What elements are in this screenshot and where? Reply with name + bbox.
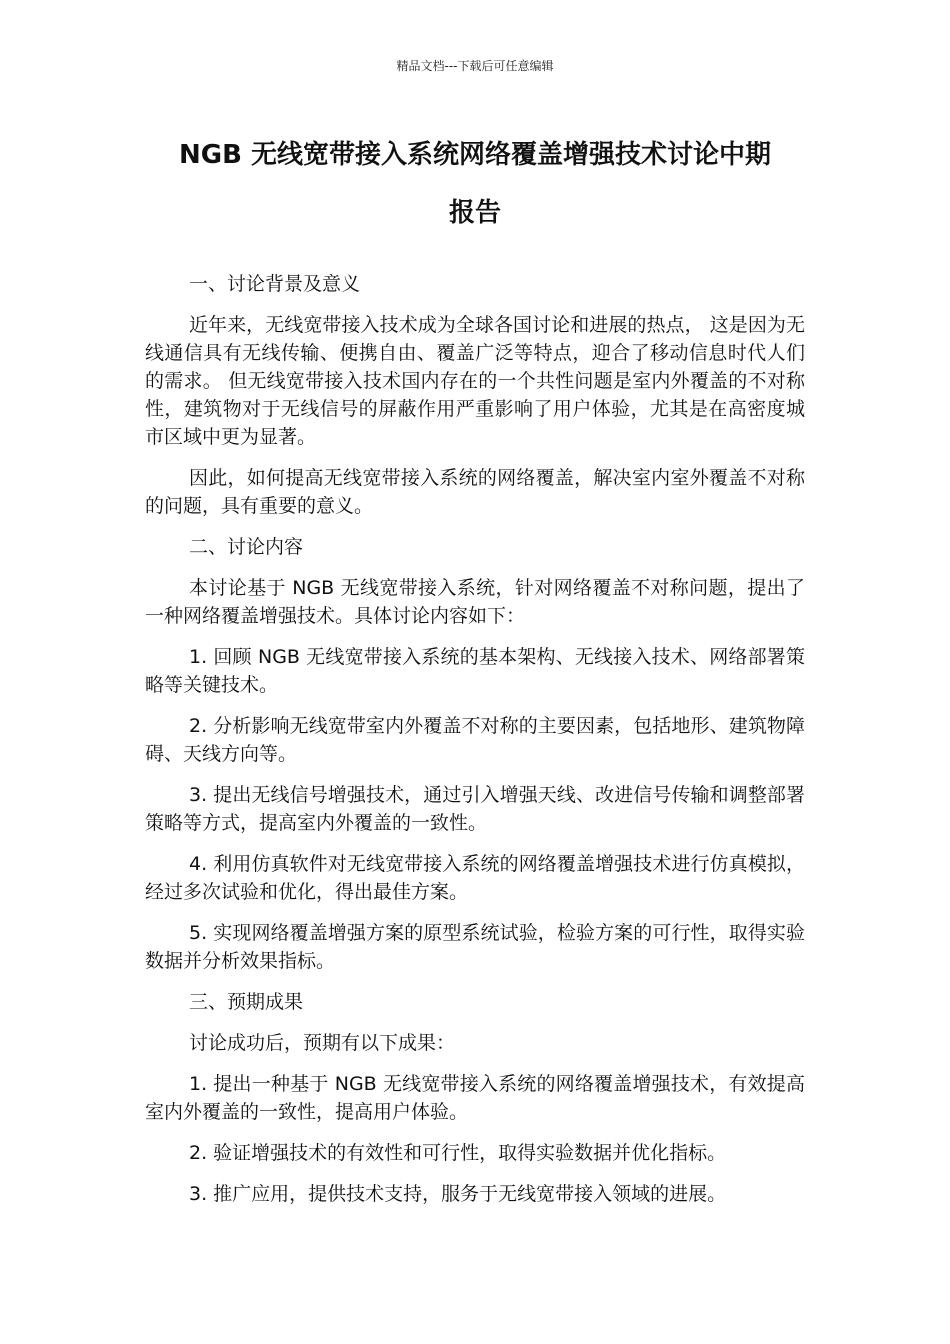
list-item: 1. 提出一种基于 NGB 无线宽带接入系统的网络覆盖增强技术，有效提高室内外覆盖的一致性，提高用户体验。 xyxy=(145,1073,805,1123)
list-item: 3. 提出无线信号增强技术，通过引入增强天线、改进信号传输和调整部署策略等方式，提高室内外覆盖的一致性。 xyxy=(145,784,805,834)
paragraph: 因此，如何提高无线宽带接入系统的网络覆盖，解决室内室外覆盖不对称的问题，具有重要的意义。 xyxy=(145,467,805,517)
section-heading-background: 一、讨论背景及意义 xyxy=(189,273,361,295)
list-item: 4. 利用仿真软件对无线宽带接入系统的网络覆盖增强技术进行仿真模拟，经过多次试验和优化，得出最佳方案。 xyxy=(145,853,805,903)
paragraph: 讨论成功后，预期有以下成果： xyxy=(189,1032,456,1054)
list-item: 1. 回顾 NGB 无线宽带接入系统的基本架构、无线接入技术、网络部署策略等关键技术。 xyxy=(145,646,805,696)
paragraph: 近年来，无线宽带接入技术成为全球各国讨论和进展的热点， 这是因为无线通信具有无线传输、便携自由、覆盖广泛等特点，迎合了移动信息时代人们的需求。 但无线宽带接入技术国内存在的一个共性问题是室内外覆盖的不对称性，建筑物对于无线信号的屏蔽作用严重影响了用户体验，尤其是在高密度城市区域中更为显著。 xyxy=(145,314,805,448)
header-note: 精品文档---下载后可任意编辑 xyxy=(396,59,554,73)
list-item: 2. 分析影响无线宽带室内外覆盖不对称的主要因素，包括地形、建筑物障碍、天线方向等。 xyxy=(145,715,805,765)
document-title-line2: 报告 xyxy=(448,198,501,228)
section-heading-content: 二、讨论内容 xyxy=(189,536,304,558)
document-title-line1: NGB 无线宽带接入系统网络覆盖增强技术讨论中期 xyxy=(179,140,771,170)
section-heading-results: 三、预期成果 xyxy=(189,991,304,1013)
list-item: 5. 实现网络覆盖增强方案的原型系统试验，检验方案的可行性，取得实验数据并分析效果指标。 xyxy=(145,922,805,972)
document-body xyxy=(145,270,805,1221)
paragraph: 本讨论基于 NGB 无线宽带接入系统，针对网络覆盖不对称问题，提出了一种网络覆盖增强技术。具体讨论内容如下： xyxy=(145,577,805,627)
list-item: 3. 推广应用，提供技术支持，服务于无线宽带接入领域的进展。 xyxy=(189,1183,727,1205)
list-item: 2. 验证增强技术的有效性和可行性，取得实验数据并优化指标。 xyxy=(189,1142,727,1164)
